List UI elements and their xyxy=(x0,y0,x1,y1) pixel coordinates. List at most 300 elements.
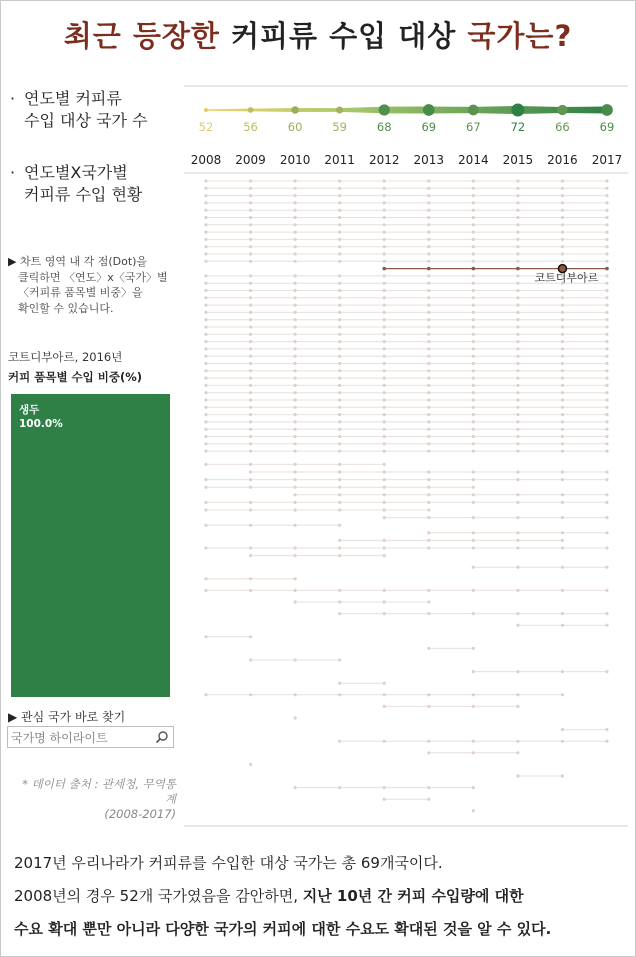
country-year-dot[interactable] xyxy=(605,670,608,673)
country-year-dot[interactable] xyxy=(383,786,386,789)
country-year-dot[interactable] xyxy=(561,398,564,401)
country-year-dot[interactable] xyxy=(294,398,297,401)
country-year-dot[interactable] xyxy=(605,274,608,277)
country-row[interactable] xyxy=(204,435,608,438)
country-year-dot[interactable] xyxy=(294,194,297,197)
country-year-dot[interactable] xyxy=(204,406,207,409)
country-year-dot[interactable] xyxy=(472,589,475,592)
country-year-dot[interactable] xyxy=(383,179,386,182)
country-year-dot[interactable] xyxy=(605,493,608,496)
country-year-dot[interactable] xyxy=(204,420,207,423)
country-year-dot[interactable] xyxy=(516,362,519,365)
country-year-dot[interactable] xyxy=(472,450,475,453)
country-year-dot[interactable] xyxy=(561,435,564,438)
country-year-dot[interactable] xyxy=(516,589,519,592)
country-year-dot[interactable] xyxy=(516,384,519,387)
country-year-dot[interactable] xyxy=(338,463,341,466)
country-year-dot[interactable] xyxy=(472,546,475,549)
country-year-dot[interactable] xyxy=(249,362,252,365)
country-year-dot[interactable] xyxy=(294,347,297,350)
country-year-dot[interactable] xyxy=(605,209,608,212)
country-year-dot[interactable] xyxy=(294,223,297,226)
country-year-dot[interactable] xyxy=(249,486,252,489)
country-year-dot[interactable] xyxy=(294,450,297,453)
country-year-dot[interactable] xyxy=(294,786,297,789)
country-year-dot[interactable] xyxy=(427,751,430,754)
country-year-dot[interactable] xyxy=(516,355,519,358)
country-year-dot[interactable] xyxy=(338,216,341,219)
highlight-dot[interactable] xyxy=(516,267,520,271)
country-year-dot[interactable] xyxy=(338,179,341,182)
country-year-dot[interactable] xyxy=(472,384,475,387)
country-year-dot[interactable] xyxy=(294,442,297,445)
country-year-dot[interactable] xyxy=(294,311,297,314)
country-year-dot[interactable] xyxy=(204,311,207,314)
country-year-dot[interactable] xyxy=(561,450,564,453)
country-year-dot[interactable] xyxy=(472,318,475,321)
country-year-dot[interactable] xyxy=(427,406,430,409)
country-year-dot[interactable] xyxy=(472,531,475,534)
country-year-dot[interactable] xyxy=(249,289,252,292)
country-year-dot[interactable] xyxy=(294,340,297,343)
country-year-dot[interactable] xyxy=(383,311,386,314)
country-year-dot[interactable] xyxy=(427,304,430,307)
country-year-dot[interactable] xyxy=(427,420,430,423)
country-year-dot[interactable] xyxy=(338,340,341,343)
country-year-dot[interactable] xyxy=(204,384,207,387)
country-year-dot[interactable] xyxy=(338,406,341,409)
country-year-dot[interactable] xyxy=(605,589,608,592)
country-year-dot[interactable] xyxy=(605,435,608,438)
highlight-country-row[interactable] xyxy=(382,265,608,285)
country-year-dot[interactable] xyxy=(204,347,207,350)
country-year-dot[interactable] xyxy=(427,508,430,511)
country-year-dot[interactable] xyxy=(605,470,608,473)
country-year-dot[interactable] xyxy=(383,369,386,372)
country-year-dot[interactable] xyxy=(561,179,564,182)
country-year-dot[interactable] xyxy=(516,751,519,754)
country-year-dot[interactable] xyxy=(383,486,386,489)
country-row[interactable] xyxy=(427,647,475,650)
country-year-dot[interactable] xyxy=(204,428,207,431)
country-year-dot[interactable] xyxy=(605,728,608,731)
country-year-dot[interactable] xyxy=(383,478,386,481)
country-year-dot[interactable] xyxy=(383,420,386,423)
country-year-dot[interactable] xyxy=(561,209,564,212)
country-year-dot[interactable] xyxy=(605,187,608,190)
country-year-dot[interactable] xyxy=(338,524,341,527)
country-year-dot[interactable] xyxy=(427,589,430,592)
country-year-dot[interactable] xyxy=(249,304,252,307)
country-year-dot[interactable] xyxy=(249,406,252,409)
country-year-dot[interactable] xyxy=(561,347,564,350)
country-year-dot[interactable] xyxy=(249,635,252,638)
country-year-dot[interactable] xyxy=(605,398,608,401)
country-year-dot[interactable] xyxy=(516,624,519,627)
country-year-dot[interactable] xyxy=(204,413,207,416)
country-year-dot[interactable] xyxy=(294,187,297,190)
country-year-dot[interactable] xyxy=(605,201,608,204)
country-year-dot[interactable] xyxy=(294,428,297,431)
country-year-dot[interactable] xyxy=(338,682,341,685)
country-year-dot[interactable] xyxy=(605,194,608,197)
country-row[interactable] xyxy=(294,493,609,496)
country-year-dot[interactable] xyxy=(294,369,297,372)
country-row[interactable] xyxy=(294,716,297,719)
country-year-dot[interactable] xyxy=(249,508,252,511)
country-year-dot[interactable] xyxy=(338,325,341,328)
country-year-dot[interactable] xyxy=(605,406,608,409)
country-year-dot[interactable] xyxy=(427,546,430,549)
country-year-dot[interactable] xyxy=(294,296,297,299)
country-year-dot[interactable] xyxy=(472,333,475,336)
country-year-dot[interactable] xyxy=(383,508,386,511)
country-year-dot[interactable] xyxy=(249,333,252,336)
country-year-dot[interactable] xyxy=(472,311,475,314)
country-year-dot[interactable] xyxy=(204,223,207,226)
country-year-dot[interactable] xyxy=(249,347,252,350)
country-year-dot[interactable] xyxy=(605,428,608,431)
country-year-dot[interactable] xyxy=(561,501,564,504)
country-row[interactable] xyxy=(204,201,608,204)
country-year-dot[interactable] xyxy=(294,546,297,549)
country-year-dot[interactable] xyxy=(472,282,475,285)
country-year-dot[interactable] xyxy=(561,478,564,481)
country-year-dot[interactable] xyxy=(427,223,430,226)
country-year-dot[interactable] xyxy=(472,406,475,409)
country-year-dot[interactable] xyxy=(605,340,608,343)
country-year-dot[interactable] xyxy=(472,231,475,234)
country-year-dot[interactable] xyxy=(427,740,430,743)
country-year-dot[interactable] xyxy=(383,355,386,358)
country-year-dot[interactable] xyxy=(605,333,608,336)
country-year-dot[interactable] xyxy=(516,340,519,343)
country-year-dot[interactable] xyxy=(427,201,430,204)
country-year-dot[interactable] xyxy=(516,501,519,504)
country-year-dot[interactable] xyxy=(338,362,341,365)
country-year-dot[interactable] xyxy=(338,413,341,416)
country-row[interactable] xyxy=(204,333,608,336)
country-year-dot[interactable] xyxy=(516,201,519,204)
country-year-dot[interactable] xyxy=(472,442,475,445)
country-year-dot[interactable] xyxy=(427,798,430,801)
country-row[interactable] xyxy=(204,369,608,372)
country-year-dot[interactable] xyxy=(561,355,564,358)
country-year-dot[interactable] xyxy=(249,209,252,212)
country-year-dot[interactable] xyxy=(427,786,430,789)
country-row[interactable] xyxy=(204,238,608,241)
country-year-dot[interactable] xyxy=(204,209,207,212)
country-year-dot[interactable] xyxy=(204,194,207,197)
country-year-dot[interactable] xyxy=(249,524,252,527)
country-year-dot[interactable] xyxy=(427,435,430,438)
country-year-dot[interactable] xyxy=(383,501,386,504)
country-year-dot[interactable] xyxy=(561,223,564,226)
country-year-dot[interactable] xyxy=(383,612,386,615)
country-year-dot[interactable] xyxy=(427,442,430,445)
country-row[interactable] xyxy=(204,223,608,226)
country-year-dot[interactable] xyxy=(427,539,430,542)
country-year-dot[interactable] xyxy=(472,786,475,789)
country-year-dot[interactable] xyxy=(472,296,475,299)
country-row[interactable] xyxy=(204,693,564,696)
country-year-dot[interactable] xyxy=(472,501,475,504)
country-year-dot[interactable] xyxy=(472,413,475,416)
country-year-dot[interactable] xyxy=(472,369,475,372)
country-year-dot[interactable] xyxy=(249,245,252,248)
country-year-dot[interactable] xyxy=(427,693,430,696)
country-year-dot[interactable] xyxy=(561,420,564,423)
country-row[interactable] xyxy=(383,516,609,519)
country-year-dot[interactable] xyxy=(294,435,297,438)
country-year-dot[interactable] xyxy=(605,369,608,372)
country-year-dot[interactable] xyxy=(294,179,297,182)
country-year-dot[interactable] xyxy=(605,289,608,292)
country-row[interactable] xyxy=(427,531,608,534)
country-year-dot[interactable] xyxy=(427,318,430,321)
country-year-dot[interactable] xyxy=(516,406,519,409)
country-year-dot[interactable] xyxy=(249,763,252,766)
country-year-dot[interactable] xyxy=(294,658,297,661)
country-year-dot[interactable] xyxy=(294,260,297,263)
country-year-dot[interactable] xyxy=(294,289,297,292)
country-year-dot[interactable] xyxy=(338,470,341,473)
country-row[interactable] xyxy=(249,554,386,557)
country-year-dot[interactable] xyxy=(561,194,564,197)
country-year-dot[interactable] xyxy=(338,420,341,423)
country-year-dot[interactable] xyxy=(605,740,608,743)
country-year-dot[interactable] xyxy=(249,435,252,438)
country-year-dot[interactable] xyxy=(516,420,519,423)
country-year-dot[interactable] xyxy=(427,478,430,481)
country-year-dot[interactable] xyxy=(427,377,430,380)
country-year-dot[interactable] xyxy=(249,231,252,234)
country-year-dot[interactable] xyxy=(516,450,519,453)
country-row[interactable] xyxy=(516,774,564,777)
country-year-dot[interactable] xyxy=(249,420,252,423)
country-row[interactable] xyxy=(249,658,341,661)
country-year-dot[interactable] xyxy=(249,384,252,387)
country-year-dot[interactable] xyxy=(383,325,386,328)
country-year-dot[interactable] xyxy=(338,398,341,401)
country-year-dot[interactable] xyxy=(605,442,608,445)
count-point-2011[interactable] xyxy=(336,106,343,113)
country-year-dot[interactable] xyxy=(383,435,386,438)
country-year-dot[interactable] xyxy=(249,546,252,549)
country-year-dot[interactable] xyxy=(472,362,475,365)
country-year-dot[interactable] xyxy=(561,187,564,190)
country-year-dot[interactable] xyxy=(204,289,207,292)
country-year-dot[interactable] xyxy=(427,391,430,394)
country-year-dot[interactable] xyxy=(249,187,252,190)
country-year-dot[interactable] xyxy=(516,413,519,416)
country-year-dot[interactable] xyxy=(561,296,564,299)
country-year-dot[interactable] xyxy=(294,209,297,212)
country-year-dot[interactable] xyxy=(561,413,564,416)
country-year-dot[interactable] xyxy=(427,260,430,263)
country-year-dot[interactable] xyxy=(383,282,386,285)
count-point-2014[interactable] xyxy=(468,105,479,116)
country-year-dot[interactable] xyxy=(516,274,519,277)
country-year-dot[interactable] xyxy=(516,705,519,708)
country-year-dot[interactable] xyxy=(383,493,386,496)
country-year-dot[interactable] xyxy=(204,635,207,638)
country-year-dot[interactable] xyxy=(516,435,519,438)
country-year-dot[interactable] xyxy=(605,501,608,504)
country-row[interactable] xyxy=(204,391,608,394)
country-year-dot[interactable] xyxy=(383,428,386,431)
country-year-dot[interactable] xyxy=(472,470,475,473)
country-year-dot[interactable] xyxy=(427,238,430,241)
country-year-dot[interactable] xyxy=(383,546,386,549)
country-year-dot[interactable] xyxy=(204,524,207,527)
country-year-dot[interactable] xyxy=(427,289,430,292)
country-year-dot[interactable] xyxy=(338,600,341,603)
country-year-dot[interactable] xyxy=(204,304,207,307)
country-year-dot[interactable] xyxy=(249,413,252,416)
country-year-dot[interactable] xyxy=(427,647,430,650)
country-year-dot[interactable] xyxy=(249,377,252,380)
country-year-dot[interactable] xyxy=(204,187,207,190)
count-point-2017[interactable] xyxy=(601,104,613,116)
country-year-dot[interactable] xyxy=(516,231,519,234)
country-row[interactable] xyxy=(204,296,608,299)
country-row[interactable] xyxy=(249,470,609,473)
country-year-dot[interactable] xyxy=(472,420,475,423)
country-year-dot[interactable] xyxy=(383,693,386,696)
country-year-dot[interactable] xyxy=(294,362,297,365)
country-year-dot[interactable] xyxy=(338,589,341,592)
country-year-dot[interactable] xyxy=(516,209,519,212)
country-year-dot[interactable] xyxy=(383,539,386,542)
country-row[interactable] xyxy=(204,209,608,212)
country-year-dot[interactable] xyxy=(427,252,430,255)
count-point-2008[interactable] xyxy=(204,108,208,112)
country-row[interactable] xyxy=(338,539,564,542)
country-row[interactable] xyxy=(204,398,608,401)
country-year-dot[interactable] xyxy=(383,238,386,241)
country-year-dot[interactable] xyxy=(338,501,341,504)
country-year-dot[interactable] xyxy=(294,478,297,481)
country-year-dot[interactable] xyxy=(338,311,341,314)
country-year-dot[interactable] xyxy=(427,355,430,358)
country-year-dot[interactable] xyxy=(605,245,608,248)
country-year-dot[interactable] xyxy=(472,340,475,343)
country-year-dot[interactable] xyxy=(338,209,341,212)
country-year-dot[interactable] xyxy=(294,716,297,719)
country-year-dot[interactable] xyxy=(383,391,386,394)
country-year-dot[interactable] xyxy=(561,728,564,731)
country-row[interactable] xyxy=(472,670,609,673)
country-year-dot[interactable] xyxy=(516,216,519,219)
country-year-dot[interactable] xyxy=(427,216,430,219)
country-year-dot[interactable] xyxy=(516,194,519,197)
country-year-dot[interactable] xyxy=(383,740,386,743)
country-year-dot[interactable] xyxy=(338,252,341,255)
country-year-dot[interactable] xyxy=(383,798,386,801)
count-point-2013[interactable] xyxy=(423,104,435,116)
country-year-dot[interactable] xyxy=(472,179,475,182)
country-row[interactable] xyxy=(249,763,252,766)
country-year-dot[interactable] xyxy=(249,179,252,182)
country-year-dot[interactable] xyxy=(427,311,430,314)
country-year-dot[interactable] xyxy=(294,333,297,336)
country-year-dot[interactable] xyxy=(561,231,564,234)
country-year-dot[interactable] xyxy=(516,245,519,248)
country-year-dot[interactable] xyxy=(427,347,430,350)
country-year-dot[interactable] xyxy=(249,274,252,277)
country-year-dot[interactable] xyxy=(605,566,608,569)
country-year-dot[interactable] xyxy=(249,216,252,219)
country-year-dot[interactable] xyxy=(472,377,475,380)
country-year-dot[interactable] xyxy=(338,612,341,615)
country-year-dot[interactable] xyxy=(561,612,564,615)
country-year-dot[interactable] xyxy=(204,508,207,511)
country-year-dot[interactable] xyxy=(516,470,519,473)
country-year-dot[interactable] xyxy=(249,325,252,328)
country-year-dot[interactable] xyxy=(383,340,386,343)
country-year-dot[interactable] xyxy=(605,223,608,226)
country-year-dot[interactable] xyxy=(204,369,207,372)
country-year-dot[interactable] xyxy=(294,554,297,557)
country-year-dot[interactable] xyxy=(338,493,341,496)
country-year-dot[interactable] xyxy=(294,252,297,255)
country-year-dot[interactable] xyxy=(516,347,519,350)
country-year-dot[interactable] xyxy=(383,194,386,197)
country-year-dot[interactable] xyxy=(204,282,207,285)
country-year-dot[interactable] xyxy=(605,420,608,423)
country-year-dot[interactable] xyxy=(472,647,475,650)
country-year-dot[interactable] xyxy=(516,612,519,615)
country-year-dot[interactable] xyxy=(472,435,475,438)
country-year-dot[interactable] xyxy=(249,478,252,481)
country-year-dot[interactable] xyxy=(338,486,341,489)
country-row[interactable] xyxy=(204,463,385,466)
country-year-dot[interactable] xyxy=(294,245,297,248)
country-year-dot[interactable] xyxy=(294,600,297,603)
country-year-dot[interactable] xyxy=(605,516,608,519)
country-year-dot[interactable] xyxy=(338,289,341,292)
country-year-dot[interactable] xyxy=(472,187,475,190)
country-year-dot[interactable] xyxy=(516,391,519,394)
country-year-dot[interactable] xyxy=(338,282,341,285)
country-year-dot[interactable] xyxy=(472,260,475,263)
country-row[interactable] xyxy=(204,216,608,219)
country-row[interactable] xyxy=(204,420,608,423)
country-year-dot[interactable] xyxy=(249,577,252,580)
country-year-dot[interactable] xyxy=(294,463,297,466)
country-year-dot[interactable] xyxy=(516,325,519,328)
country-year-dot[interactable] xyxy=(294,282,297,285)
country-row[interactable] xyxy=(204,231,608,234)
country-year-dot[interactable] xyxy=(383,406,386,409)
country-year-dot[interactable] xyxy=(204,296,207,299)
country-year-dot[interactable] xyxy=(472,245,475,248)
country-row[interactable] xyxy=(204,486,475,489)
country-year-dot[interactable] xyxy=(427,705,430,708)
country-row[interactable] xyxy=(204,289,608,292)
country-year-dot[interactable] xyxy=(249,201,252,204)
country-year-dot[interactable] xyxy=(204,260,207,263)
country-year-dot[interactable] xyxy=(561,546,564,549)
country-year-dot[interactable] xyxy=(472,238,475,241)
country-year-dot[interactable] xyxy=(561,245,564,248)
country-year-dot[interactable] xyxy=(338,554,341,557)
country-year-dot[interactable] xyxy=(249,391,252,394)
country-year-dot[interactable] xyxy=(561,428,564,431)
country-year-dot[interactable] xyxy=(204,245,207,248)
country-year-dot[interactable] xyxy=(383,304,386,307)
